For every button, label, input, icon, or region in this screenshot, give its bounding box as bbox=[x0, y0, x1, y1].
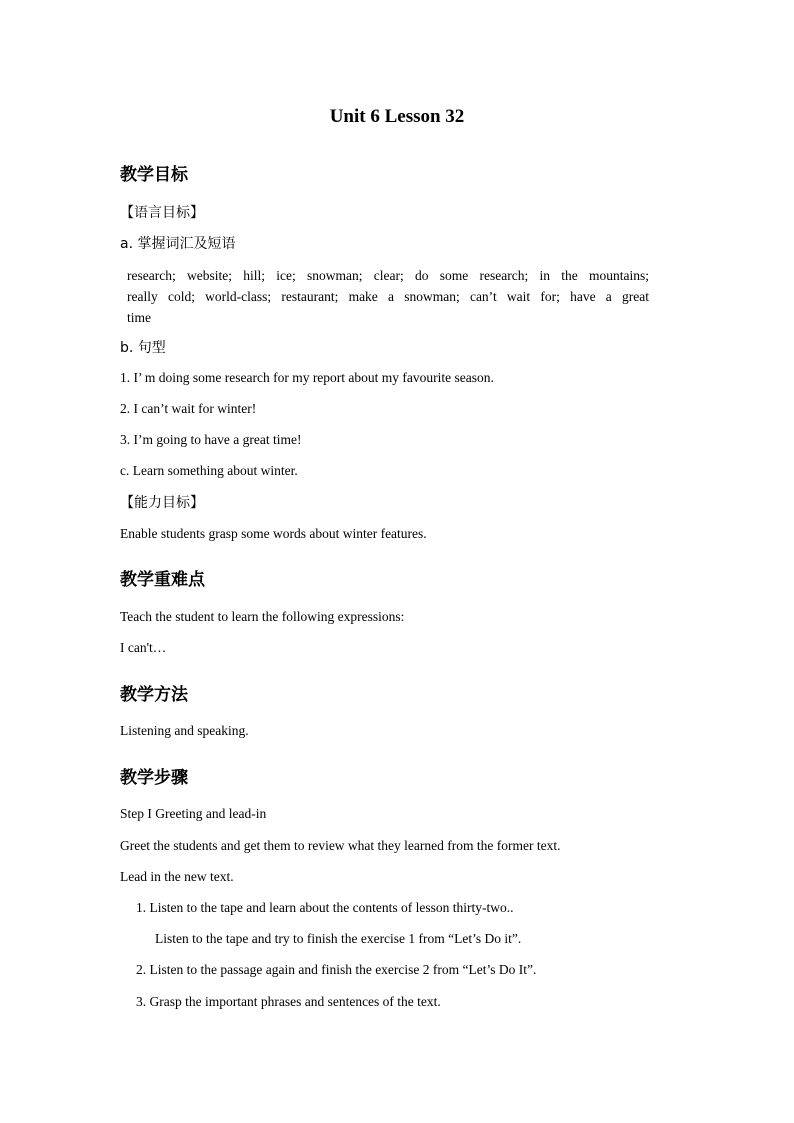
vocab-line: time bbox=[127, 310, 151, 325]
step-line: Step I Greeting and lead-in bbox=[120, 806, 267, 821]
step-line: Greet the students and get them to review what they learned from the former text. bbox=[120, 838, 561, 853]
section-heading-key-points: 教学重难点 bbox=[120, 570, 205, 590]
step-line: Lead in the new text. bbox=[120, 869, 234, 884]
sentence-item: 3. I’m going to have a great time! bbox=[120, 432, 302, 447]
vocab-line: really cold; world-class; restaurant; make a snowman; can’t wait for; have a great bbox=[127, 289, 649, 304]
section-heading-methods: 教学方法 bbox=[120, 685, 188, 705]
key-points-line: Teach the student to learn the following expressions: bbox=[120, 609, 405, 624]
page-title: Unit 6 Lesson 32 bbox=[329, 106, 465, 127]
methods-text: Listening and speaking. bbox=[120, 723, 249, 738]
language-goals-heading: 【语言目标】 bbox=[120, 205, 204, 221]
sentence-patterns-label: b. 句型 bbox=[120, 340, 166, 356]
step-line: 2. Listen to the passage again and finish the exercise 2 from “Let’s Do It”. bbox=[136, 962, 537, 977]
vocab-label: a. 掌握词汇及短语 bbox=[120, 236, 236, 252]
section-heading-objectives: 教学目标 bbox=[120, 165, 188, 185]
vocab-line: research; website; hill; ice; snowman; clear; do some research; in the mountains; bbox=[127, 268, 649, 283]
learn-line: c. Learn something about winter. bbox=[120, 463, 298, 478]
vocab-block bbox=[127, 265, 649, 328]
key-points-line: I can't… bbox=[120, 640, 167, 655]
sentence-item: 1. I’ m doing some research for my report about my favourite season. bbox=[120, 370, 494, 385]
section-heading-steps: 教学步骤 bbox=[120, 768, 188, 788]
ability-goals-heading: 【能力目标】 bbox=[120, 495, 204, 511]
sentence-item: 2. I can’t wait for winter! bbox=[120, 401, 257, 416]
step-line: Listen to the tape and try to finish the exercise 1 from “Let’s Do it”. bbox=[155, 931, 522, 946]
ability-goals-text: Enable students grasp some words about winter features. bbox=[120, 526, 427, 541]
step-line: 3. Grasp the important phrases and sentences of the text. bbox=[136, 994, 441, 1009]
step-line: 1. Listen to the tape and learn about the contents of lesson thirty-two.. bbox=[136, 900, 514, 915]
